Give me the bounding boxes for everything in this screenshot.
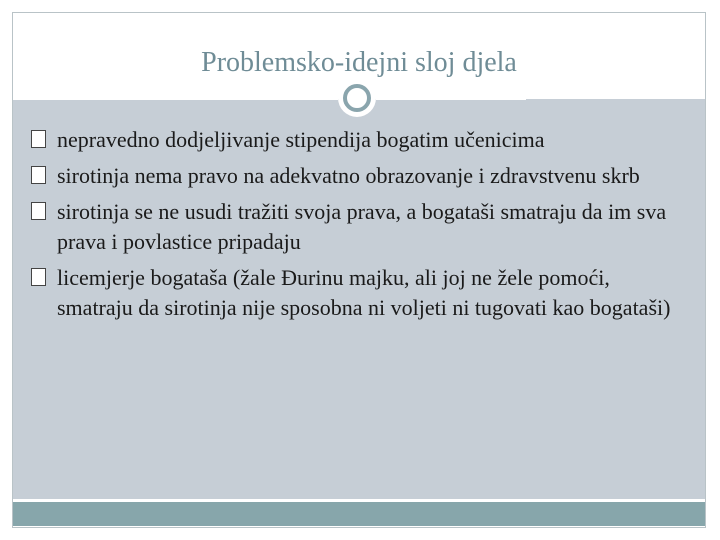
bullet-item — [31, 125, 681, 155]
bullet-text: nepravedno dodjeljivanje stipendija bogatim učenicima — [57, 127, 545, 152]
bullet-item — [31, 263, 681, 323]
bullet-text: sirotinja nema pravo na adekvatno obrazovanje i zdravstvenu skrb — [57, 163, 640, 188]
footer-bar — [13, 502, 705, 526]
slide-title: Problemsko-idejni sloj djela — [201, 47, 517, 78]
bullet-text: licemjerje bogataša (žale Đurinu majku, ali joj ne žele pomoći, smatraju da sirotinja nije sposobna ni voljeti ni tugovati kao bogataši) — [57, 265, 671, 320]
unknown-glyph-box-icon — [31, 166, 46, 184]
bullet-item — [31, 161, 681, 191]
ring-icon — [343, 84, 371, 112]
unknown-glyph-box-icon — [31, 268, 46, 286]
bullet-item — [31, 197, 681, 257]
unknown-glyph-box-icon — [31, 202, 46, 220]
unknown-glyph-box-icon — [31, 130, 46, 148]
divider-line-right — [376, 98, 526, 100]
bullet-text: sirotinja se ne usudi tražiti svoja prava, a bogataši smatraju da im sva prava i povlastice pripadaju — [57, 199, 667, 254]
bullet-list — [31, 125, 681, 329]
divider-line-left — [13, 98, 338, 100]
